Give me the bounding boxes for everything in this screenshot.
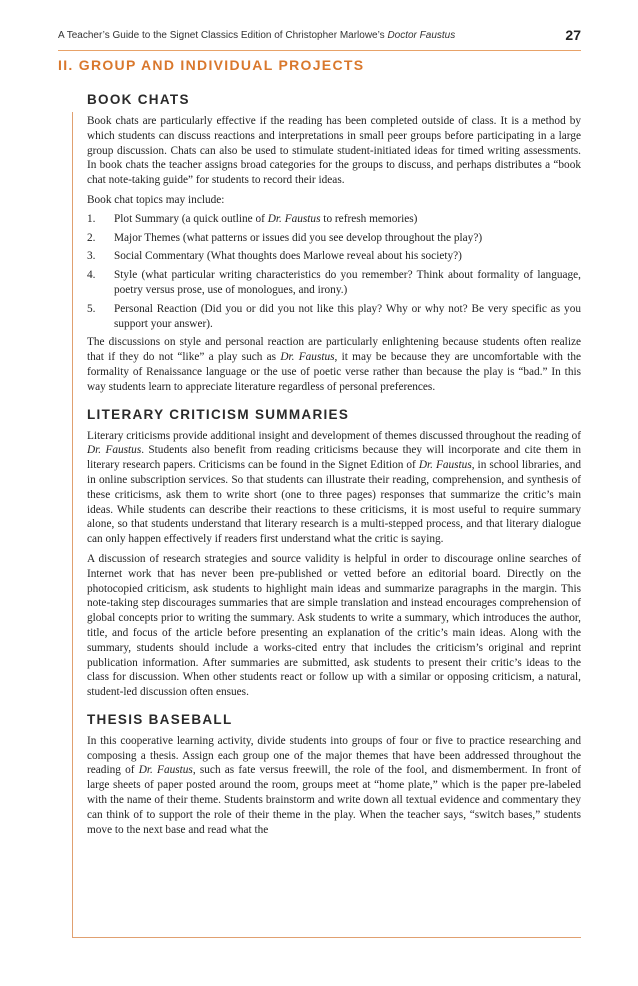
- list-item-number: 1.: [87, 212, 96, 225]
- topics-list: [87, 212, 581, 332]
- book-chats-paragraph-2: The discussions on style and personal reaction are particularly enlightening because students often realize that if they do not “like” a play such as Dr. Faustus, it may be because they are uncomfortable with the formality of Renaissance language or the use of poetic verse rather than because the play is “bad.” In this way students learn to appreciate literature regardless of personal preferences.: [87, 336, 581, 393]
- thesis-baseball-heading: THESIS BASEBALL: [87, 711, 233, 727]
- list-item-number: 3.: [87, 250, 96, 263]
- list-item-number: 2.: [87, 231, 96, 244]
- content-column: [87, 92, 581, 842]
- literary-paragraph-1: Literary criticisms provide additional insight and development of themes discussed throughout the reading of Dr. Faustus. Students also benefit from reading criticisms because they will incorporate and cite them in literary research papers. Criticisms can be found in the Signet Edition of Dr. Faustus, in school libraries, and in online subscription services. So that students can illustrate their reading, comprehension, and synthesis of these criticisms, ask them to write short (one to three pages) responses that summarize the critic’s main ideas. While students can describe their reactions to these criticisms, it is most useful to require summary alone, so that students understand that literary research is a multi-stepped process, and that literary dialogue can only happen effectively if readers first understand what the critic is saying.: [87, 429, 581, 546]
- header-title-work: Doctor Faustus: [387, 30, 456, 41]
- bottom-rule-divider: [72, 937, 581, 938]
- topics-intro: Book chat topics may include:: [87, 193, 225, 206]
- list-item: 3. Social Commentary (What thoughts does Marlowe reveal about his society?): [87, 250, 462, 263]
- book-chats-heading: BOOK CHATS: [87, 92, 190, 107]
- section-title: II. GROUP AND INDIVIDUAL PROJECTS: [58, 57, 365, 73]
- list-item-number: 4.: [87, 269, 96, 282]
- running-header: [58, 30, 455, 41]
- thesis-paragraph-1: In this cooperative learning activity, divide students into groups of four or five to practice researching and composing a thesis. Assign each group one of the major themes that have been addressed throughout the reading of Dr. Faustus, such as fate versus freewill, the role of the fool, and dismemberment. In front of large sheets of paper posted around the room, groups meet at “home plate,” which is the paper pre-labeled with the name of their theme. Students brainstorm and write down all textual evidence and commentary they can think of to support the role of their theme in the play. When the teacher says, “switch bases,” students move to the next base and read what the: [87, 734, 581, 836]
- header-title-prefix: A Teacher’s Guide to the Signet Classics Edition of Christopher Marlowe’s: [58, 30, 388, 41]
- list-item: 1. Plot Summary (a quick outline of Dr. Faustus to refresh memories): [87, 212, 418, 225]
- page-header: [58, 26, 581, 51]
- list-item: 2. Major Themes (what patterns or issues did you see develop throughout the play?): [87, 231, 483, 244]
- literary-paragraph-2: A discussion of research strategies and source validity is helpful in order to discourage online searches of Internet work that has never been pre-published or vetted before an editorial board. Directly on the photocopied criticism, ask students to highlight main ideas and summarize paragraphs in the margin. This note-taking step discourages summaries that are simple translation and instead encourages comprehension of global concepts prior to writing the summary. Ask students to write a summary, which introduces the author, title, and focus of the article before presenting an explanation of the critic’s main ideas. Along with the summary, students should include a works-cited entry that includes the criticism’s original and reprint publication information. After summaries are submitted, ask students to present their critic’s ideas to the class for discussion. When other students react or follow up with a similar or opposing criticism, a natural, student-led discussion often ensues.: [87, 552, 581, 699]
- list-item: 4. Style (what particular writing characteristics do you remember? Think about formality of language, poetry versus prose, use of monologues, and irony.): [87, 269, 581, 296]
- list-item: 5. Personal Reaction (Did you or did you not like this play? Why or why not? Be very specific as you support your answer).: [87, 302, 581, 330]
- left-rule-divider: [72, 112, 73, 937]
- book-chats-paragraph-1: Book chats are particularly effective if the reading has been completed outside of class. It is a method by which students can discuss reactions and interpretations in small peer groups before participating in a large group discussion. Chats can also be used to stimulate student-initiated ideas for timed writing assessments. In book chats the teacher assigns broad categories for the groups to discuss, and perhaps distributes a “book chat note-taking guide” for students to record their ideas.: [87, 115, 581, 187]
- page-number: 27: [565, 27, 581, 43]
- list-item-number: 5.: [87, 302, 96, 315]
- literary-criticism-heading: LITERARY CRITICISM SUMMARIES: [87, 406, 350, 422]
